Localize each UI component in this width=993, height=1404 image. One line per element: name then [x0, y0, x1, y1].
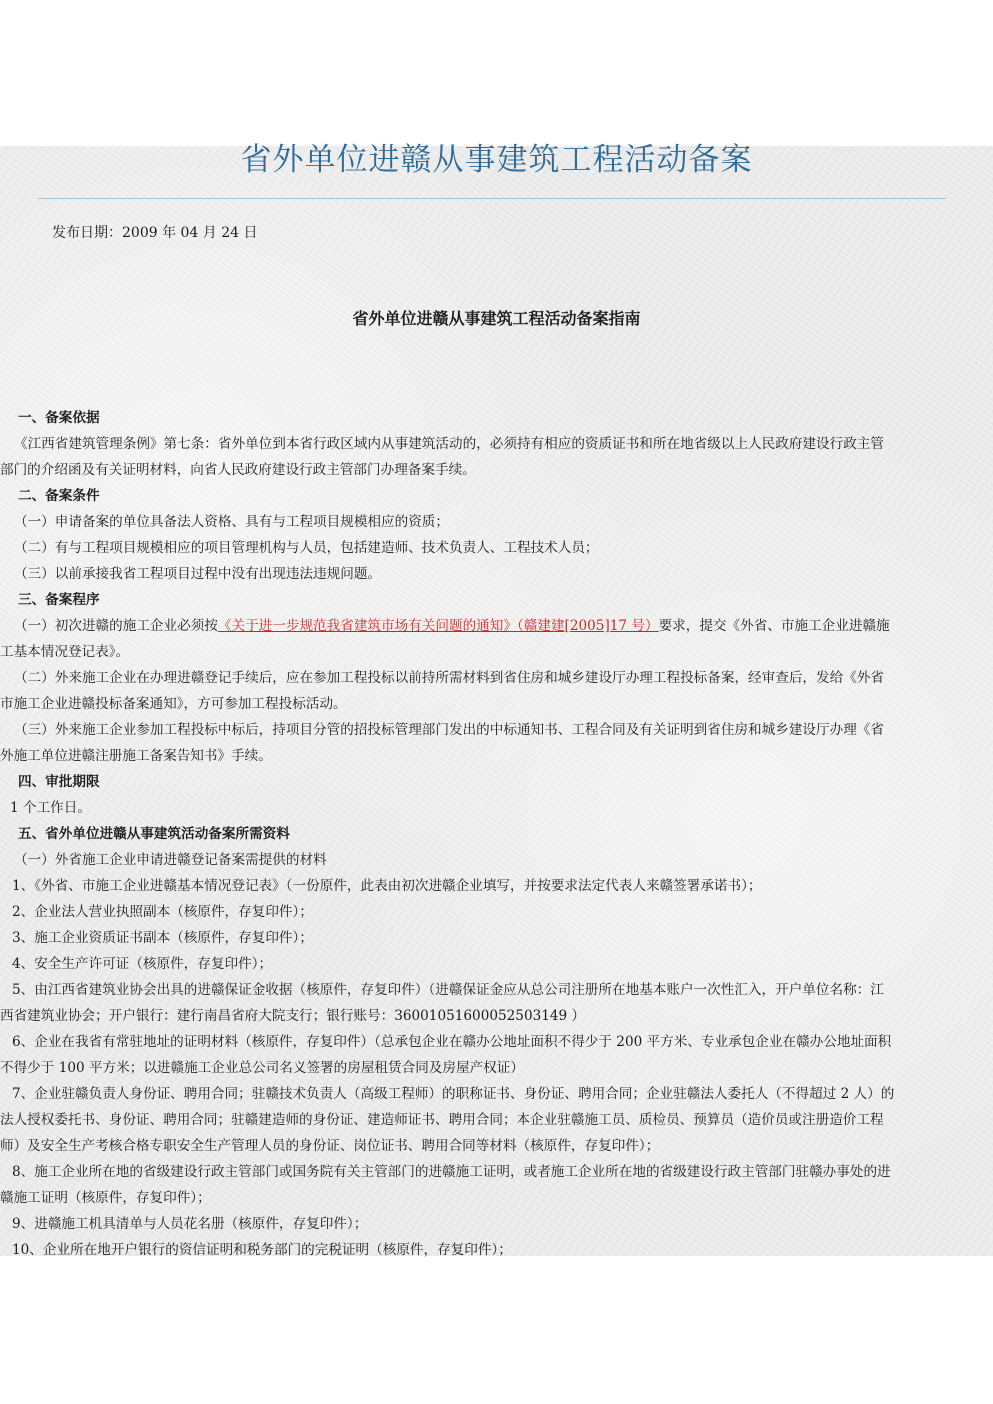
paragraph-line: 1 个工作日。 — [10, 800, 91, 816]
list-item: 3、施工企业资质证书副本（核原件，存复印件）； — [12, 930, 313, 946]
paragraph-line: 市施工企业进赣投标备案通知》，方可参加工程投标活动。 — [0, 696, 347, 712]
list-item: 2、企业法人营业执照副本（核原件，存复印件）； — [12, 904, 313, 920]
list-item-continuation: 赣施工证明（核原件，存复印件）； — [0, 1190, 211, 1206]
paragraph-line: 外施工单位进赣注册施工备案告知书》手续。 — [0, 748, 272, 764]
notice-link[interactable]: 《关于进一步规范我省建筑市场有关问题的通知》（赣建建[2005]17 号） — [217, 618, 659, 634]
paragraph-line: 部门的介绍函及有关证明材料，向省人民政府建设行政主管部门办理备案手续。 — [0, 462, 476, 478]
paragraph-line-with-link — [0, 613, 980, 639]
list-item: 4、安全生产许可证（核原件，存复印件）； — [12, 956, 273, 972]
list-item: 7、企业驻赣负责人身份证、聘用合同；驻赣技术负责人（高级工程师）的职称证书、身份证、聘用合同；企业驻赣法人委托人（不得超过 2 人）的 — [12, 1086, 895, 1102]
paragraph-line: （一）申请备案的单位具备法人资格、具有与工程项目规模相应的资质； — [14, 514, 449, 530]
list-item: 6、企业在我省有常驻地址的证明材料（核原件，存复印件）（总承包企业在赣办公地址面积不得少于 200 平方米、专业承包企业在赣办公地址面积 — [12, 1034, 892, 1050]
section-heading-3: 三、备案程序 — [18, 592, 100, 608]
list-item-continuation: 法人授权委托书、身份证、聘用合同；驻赣建造师的身份证、建造师证书、聘用合同；本企业驻赣施工员、质检员、预算员（造价员或注册造价工程 — [0, 1112, 884, 1128]
title-divider — [38, 198, 946, 199]
list-item-continuation: 师）及安全生产考核合格专职安全生产管理人员的身份证、岗位证书、聘用合同等材料（核原件，存复印件）； — [0, 1138, 660, 1154]
list-item-continuation: 不得少于 100 平方米；以进赣施工企业总公司名义签署的房屋租赁合同及房屋产权证） — [0, 1060, 524, 1076]
paragraph-line: 《江西省建筑管理条例》第七条：省外单位到本省行政区域内从事建筑活动的，必须持有相应的资质证书和所在地省级以上人民政府建设行政主管 — [14, 436, 884, 452]
paragraph-line: （三）以前承接我省工程项目过程中没有出现违法违规问题。 — [14, 566, 382, 582]
paragraph-line: （三）外来施工企业参加工程投标中标后，持项目分管的招投标管理部门发出的中标通知书、工程合同及有关证明到省住房和城乡建设厅办理《省 — [14, 722, 884, 738]
paragraph-line: （二）有与工程项目规模相应的项目管理机构与人员，包括建造师、技术负责人、工程技术人员； — [14, 540, 599, 556]
procedure-1-suffix: 要求，提交《外省、市施工企业进赣施 — [658, 618, 890, 634]
list-item-continuation: 西省建筑业协会；开户银行：建行南昌省府大院支行；银行账号：36001051600052503149 ） — [0, 1008, 586, 1024]
list-item: 10、企业所在地开户银行的资信证明和税务部门的完税证明（核原件，存复印件）； — [12, 1242, 512, 1258]
list-item: 1、《外省、市施工企业进赣基本情况登记表》（一份原件，此表由初次进赣企业填写，并按要求法定代表人来赣签署承诺书）； — [12, 878, 762, 894]
section-heading-5: 五、省外单位进赣从事建筑活动备案所需资料 — [18, 826, 290, 842]
section-heading-1: 一、备案依据 — [18, 410, 100, 426]
paragraph-line: （一）外省施工企业申请进赣登记备案需提供的材料 — [14, 852, 327, 868]
guide-subtitle: 省外单位进赣从事建筑工程活动备案指南 — [352, 309, 641, 328]
page-title: 省外单位进赣从事建筑工程活动备案 — [240, 142, 753, 178]
list-item: 5、由江西省建筑业协会出具的进赣保证金收据（核原件，存复印件）（进赣保证金应从总公司注册所在地基本账户一次性汇入，开户单位名称：江 — [12, 982, 884, 998]
list-item: 8、施工企业所在地的省级建设行政主管部门或国务院有关主管部门的进赣施工证明，或者施工企业所在地的省级建设行政主管部门驻赣办事处的进 — [12, 1164, 891, 1180]
document-body — [0, 405, 980, 1263]
list-item: 9、进赣施工机具清单与人员花名册（核原件，存复印件）； — [12, 1216, 368, 1232]
section-heading-2: 二、备案条件 — [18, 488, 100, 504]
publish-date: 发布日期：2009 年 04 月 24 日 — [52, 225, 258, 241]
paragraph-line: （二）外来施工企业在办理进赣登记手续后，应在参加工程投标以前持所需材料到省住房和城乡建设厅办理工程投标备案，经审查后，发给《外省 — [14, 670, 884, 686]
paragraph-line: 工基本情况登记表》。 — [0, 644, 130, 660]
section-heading-4: 四、审批期限 — [18, 774, 100, 790]
procedure-1-prefix: （一）初次进赣的施工企业必须按 — [14, 618, 218, 634]
